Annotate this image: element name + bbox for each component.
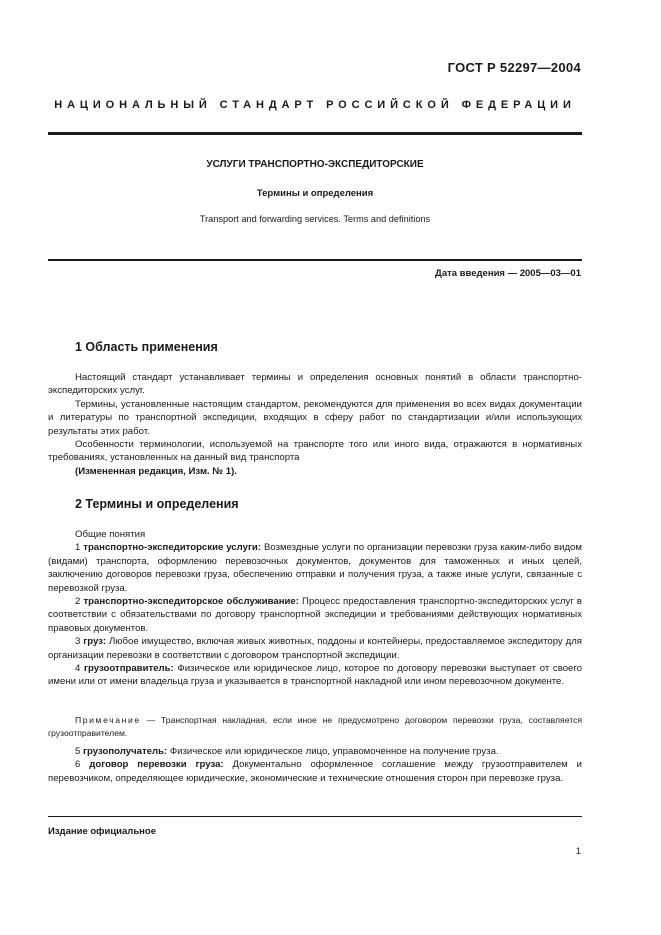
subheading-general: Общие понятия [75,529,146,540]
term-definition: Физическое или юридическое лицо, управомоченное на получение груза. [169,746,499,757]
document-code: ГОСТ Р 52297—2004 [447,60,581,75]
term-entry: 6 договор перевозки груза: Документально оформленное соглашение между грузоотправителем и перевозчиком, определяющее юридические, экономические и технические отношения сторон при перевозке груза. [48,759,583,784]
national-standard-banner: НАЦИОНАЛЬНЫЙ СТАНДАРТ РОССИЙСКОЙ ФЕДЕРАЦИИ [54,99,576,111]
term-name: груз: [83,636,107,648]
term-definition: Любое имущество, включая живых животных, поддоны и контейнеры, предоставляемое экспедитору для организации перевозки в соответствии с договором транспортной экспедиции. [48,636,582,661]
term-name: договор перевозки груза: [89,759,224,771]
note-label: Примечание [75,715,141,725]
term-definition: Физическое или юридическое лицо, которое по договору перевозки выступает от своего имени или от имени владельца груза и указывается в транспортной накладной или ином перевозочном документе. [48,663,582,688]
section-2-heading: 2 Термины и определения [75,497,239,511]
paragraph: Термины, установленные настоящим стандартом, рекомендуются для применения во всех видах документации и литературы по транспортной экспедиции, входящих в сферу работ по стандартизации и/или использующих результаты этих работ. [48,398,582,437]
term-definition: Документально оформленное соглашение между грузоотправителем и перевозчиком, определяющее юридические, экономические и технические отношения сторон при перевозке груза. [48,759,583,784]
introduction-date: Дата введения — 2005—03—01 [435,268,581,279]
term-entry: 3 груз: Любое имущество, включая живых животных, поддоны и контейнеры, предоставляемое экспедитору для организации перевозки в соответствии с договором транспортной экспедиции. [48,636,582,661]
note-block [48,714,582,739]
paragraph: Особенности терминологии, используемой на транспорте того или иного вида, отражаются в нормативных требованиях, установленных на данный вид транспорта [48,439,582,464]
term-entry: 4 грузоотправитель: Физическое или юридическое лицо, которое по договору перевозки выступает от своего имени или от имени владельца груза и указывается в транспортной накладной или ином перевозочном документе. [48,663,582,688]
term-entry: 1 транспортно-экспедиторские услуги: Возмездные услуги по организации перевозки груза каким-либо видом (видами) транспорта, оформлению перевозочных документов, документов для таможенных и иных целей, заключению договоров перевозки груза, обеспечению отправки и получения груза, а также иные услуги, связанные с перевозкой груза. [48,542,582,594]
term-name: транспортно-экспедиторские услуги: [83,542,262,554]
document-subtitle: Термины и определения [256,188,374,199]
section-1-heading: 1 Область применения [75,340,218,354]
section-2-body [48,528,582,689]
title-rule [48,259,582,261]
document-title: УСЛУГИ ТРАНСПОРТНО-ЭКСПЕДИТОРСКИЕ [206,159,424,170]
footer-rule [48,816,582,817]
term-name: транспортно-экспедиторское обслуживание: [83,596,299,608]
note-text: — Транспортная накладная, если иное не предусмотрено договором перевозки груза, составляется грузоотправителем. [48,715,582,738]
amendment-note: (Измененная редакция, Изм. № 1). [75,465,237,477]
term-name: грузоотправитель: [84,663,174,675]
section-2-body-continued [48,745,582,785]
paragraph: Настоящий стандарт устанавливает термины и определения основных понятий в области транспортно-экспедиторских услуг. [48,372,582,397]
official-edition-label: Издание официальное [48,826,156,837]
header-rule [48,132,582,135]
english-title: Transport and forwarding services. Terms and definitions [199,214,431,224]
term-entry: 5 грузополучатель: Физическое или юридическое лицо, управомоченное на получение груза. [75,746,499,757]
section-1-body [48,371,582,478]
page-number: 1 [575,846,581,857]
term-entry: 2 транспортно-экспедиторское обслуживание: Процесс предоставления транспортно-экспедиторских услуг в соответствии с обязательствами по договору транспортной экспедиции и требованиями действующих нормативных правовых документов. [48,596,582,634]
term-definition: Возмездные услуги по организации перевозки груза каким-либо видом (видами) транспорта, оформлению перевозочных документов, документов для таможенных и иных целей, заключению договоров перевозки груза, обеспечению отправки и получения груза, а также иные услуги, связанные с перевозкой груза. [48,542,582,594]
term-name: грузополучатель: [83,746,168,757]
term-definition: Процесс предоставления транспортно-экспедиторских услуг в соответствии с обязательствами по договору транспортной экспедиции и требованиями действующих нормативных правовых документов. [48,596,582,634]
